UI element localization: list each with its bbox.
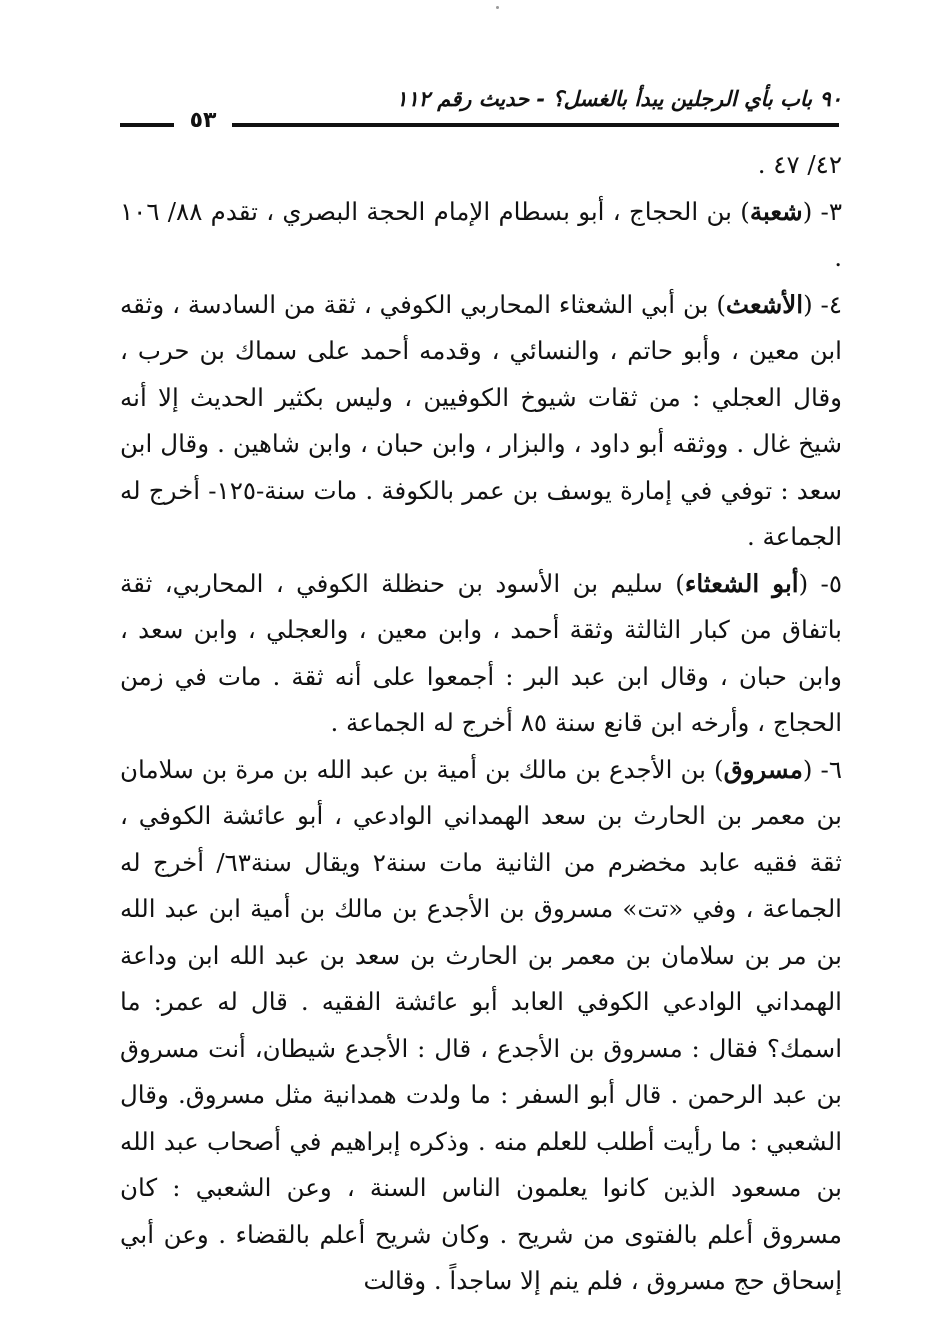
narrator-entry-3 xyxy=(120,189,842,282)
entry-paren: ) xyxy=(740,196,750,226)
continuation-line: ٤٢/ ٤٧ . xyxy=(757,150,842,179)
entry-text: بن الحجاج ، أبو بسطام الإمام الحجة البصري ، تقدم ٨٨/ ١٠٦ . xyxy=(120,196,842,272)
narrator-name: مسروق xyxy=(723,754,803,784)
entry-text: بن أبي الشعثاء المحاربي الكوفي ، ثقة من السادسة ، وثقه ابن معين ، وأبو حاتم ، والنسائي ، وقدمه أحمد على سماك بن حرب ، وقال العجلي : من ثقات شيوخ الكوفيين ، وليس بكثير الحديث إلا أنه شيخ غال . ووثقه أبو داود ، والبزار ، وابن حبان ، وابن شاهين . وقال ابن سعد : توفي في إمارة يوسف بن عمر بالكوفة . مات سنة-١٢٥- أخرج له الجماعة . xyxy=(120,289,842,551)
header-rule-right xyxy=(232,123,839,127)
entry-paren: ) xyxy=(714,754,724,784)
entry-number: ٤- ( xyxy=(803,289,842,319)
entry-paren: ) xyxy=(675,568,685,598)
header-rule-left xyxy=(120,123,174,127)
body-text xyxy=(120,142,842,1305)
narrator-entry-6 xyxy=(120,747,842,1305)
entry-text: بن الأجدع بن مالك بن أمية بن عبد الله بن مرة بن سلامان بن معمر بن الحارث بن سعد الهمداني الوادعي ، أبو عائشة الكوفي ، ثقة فقيه عابد مخضرم من الثانية مات سنة٢ ويقال سنة٦٣/ أخرج له الجماعة ، وفي «تت» مسروق بن الأجدع بن مالك بن أمية ابن عبد الله بن مر بن سلامان بن معمر بن الحارث بن سعد بن عبد الله ابن وداعة الهمداني الوادعي الكوفي العابد أبو عائشة الفقيه . قال له عمر: ما اسمك؟ فقال : مسروق بن الأجدع ، قال : الأجدع شيطان، أنت مسروق بن عبد الرحمن . قال أبو السفر : ما ولدت همدانية مثل مسروق. وقال الشعبي : ما رأيت أطلب للعلم منه . وذكره إبراهيم في أصحاب عبد الله بن مسعود الذين كانوا يعلمون الناس السنة ، وعن الشعبي : كان مسروق أعلم بالفتوى من شريح . وكان شريح أعلم بالقضاء . وعن أبي إسحاق حج مسروق ، فلم ينم إلا ساجداً . وقالت xyxy=(120,754,842,1295)
page-number: ٥٣ xyxy=(189,108,217,133)
narrator-name: الأشعث xyxy=(725,289,804,319)
entry-paren: ) xyxy=(716,289,726,319)
entry-number: ٣- ( xyxy=(802,196,843,226)
narrator-entry-4 xyxy=(120,282,842,561)
scan-speck xyxy=(496,6,499,9)
entry-number: ٦- ( xyxy=(802,754,842,784)
narrator-entry-5 xyxy=(120,561,842,747)
entry-text: سليم بن الأسود بن حنظلة الكوفي ، المحاربي، ثقة باتفاق من كبار الثالثة وثقة أحمد ، وابن معين ، والعجلي ، وابن سعد ، وابن حبان ، وقال ابن عبد البر : أجمعوا على أنه ثقة . مات في زمن الحجاج ، وأرخه ابن قانع سنة ٨٥ أخرج له الجماعة . xyxy=(120,568,842,737)
running-head: ٩٠ باب بأي الرجلين يبدأ بالغسل؟ - حديث رقم ١١٢ xyxy=(396,87,842,111)
narrator-name: أبو الشعثاء xyxy=(684,568,799,598)
narrator-name: شعبة xyxy=(749,196,803,226)
entry-number: ٥- ( xyxy=(798,568,842,598)
